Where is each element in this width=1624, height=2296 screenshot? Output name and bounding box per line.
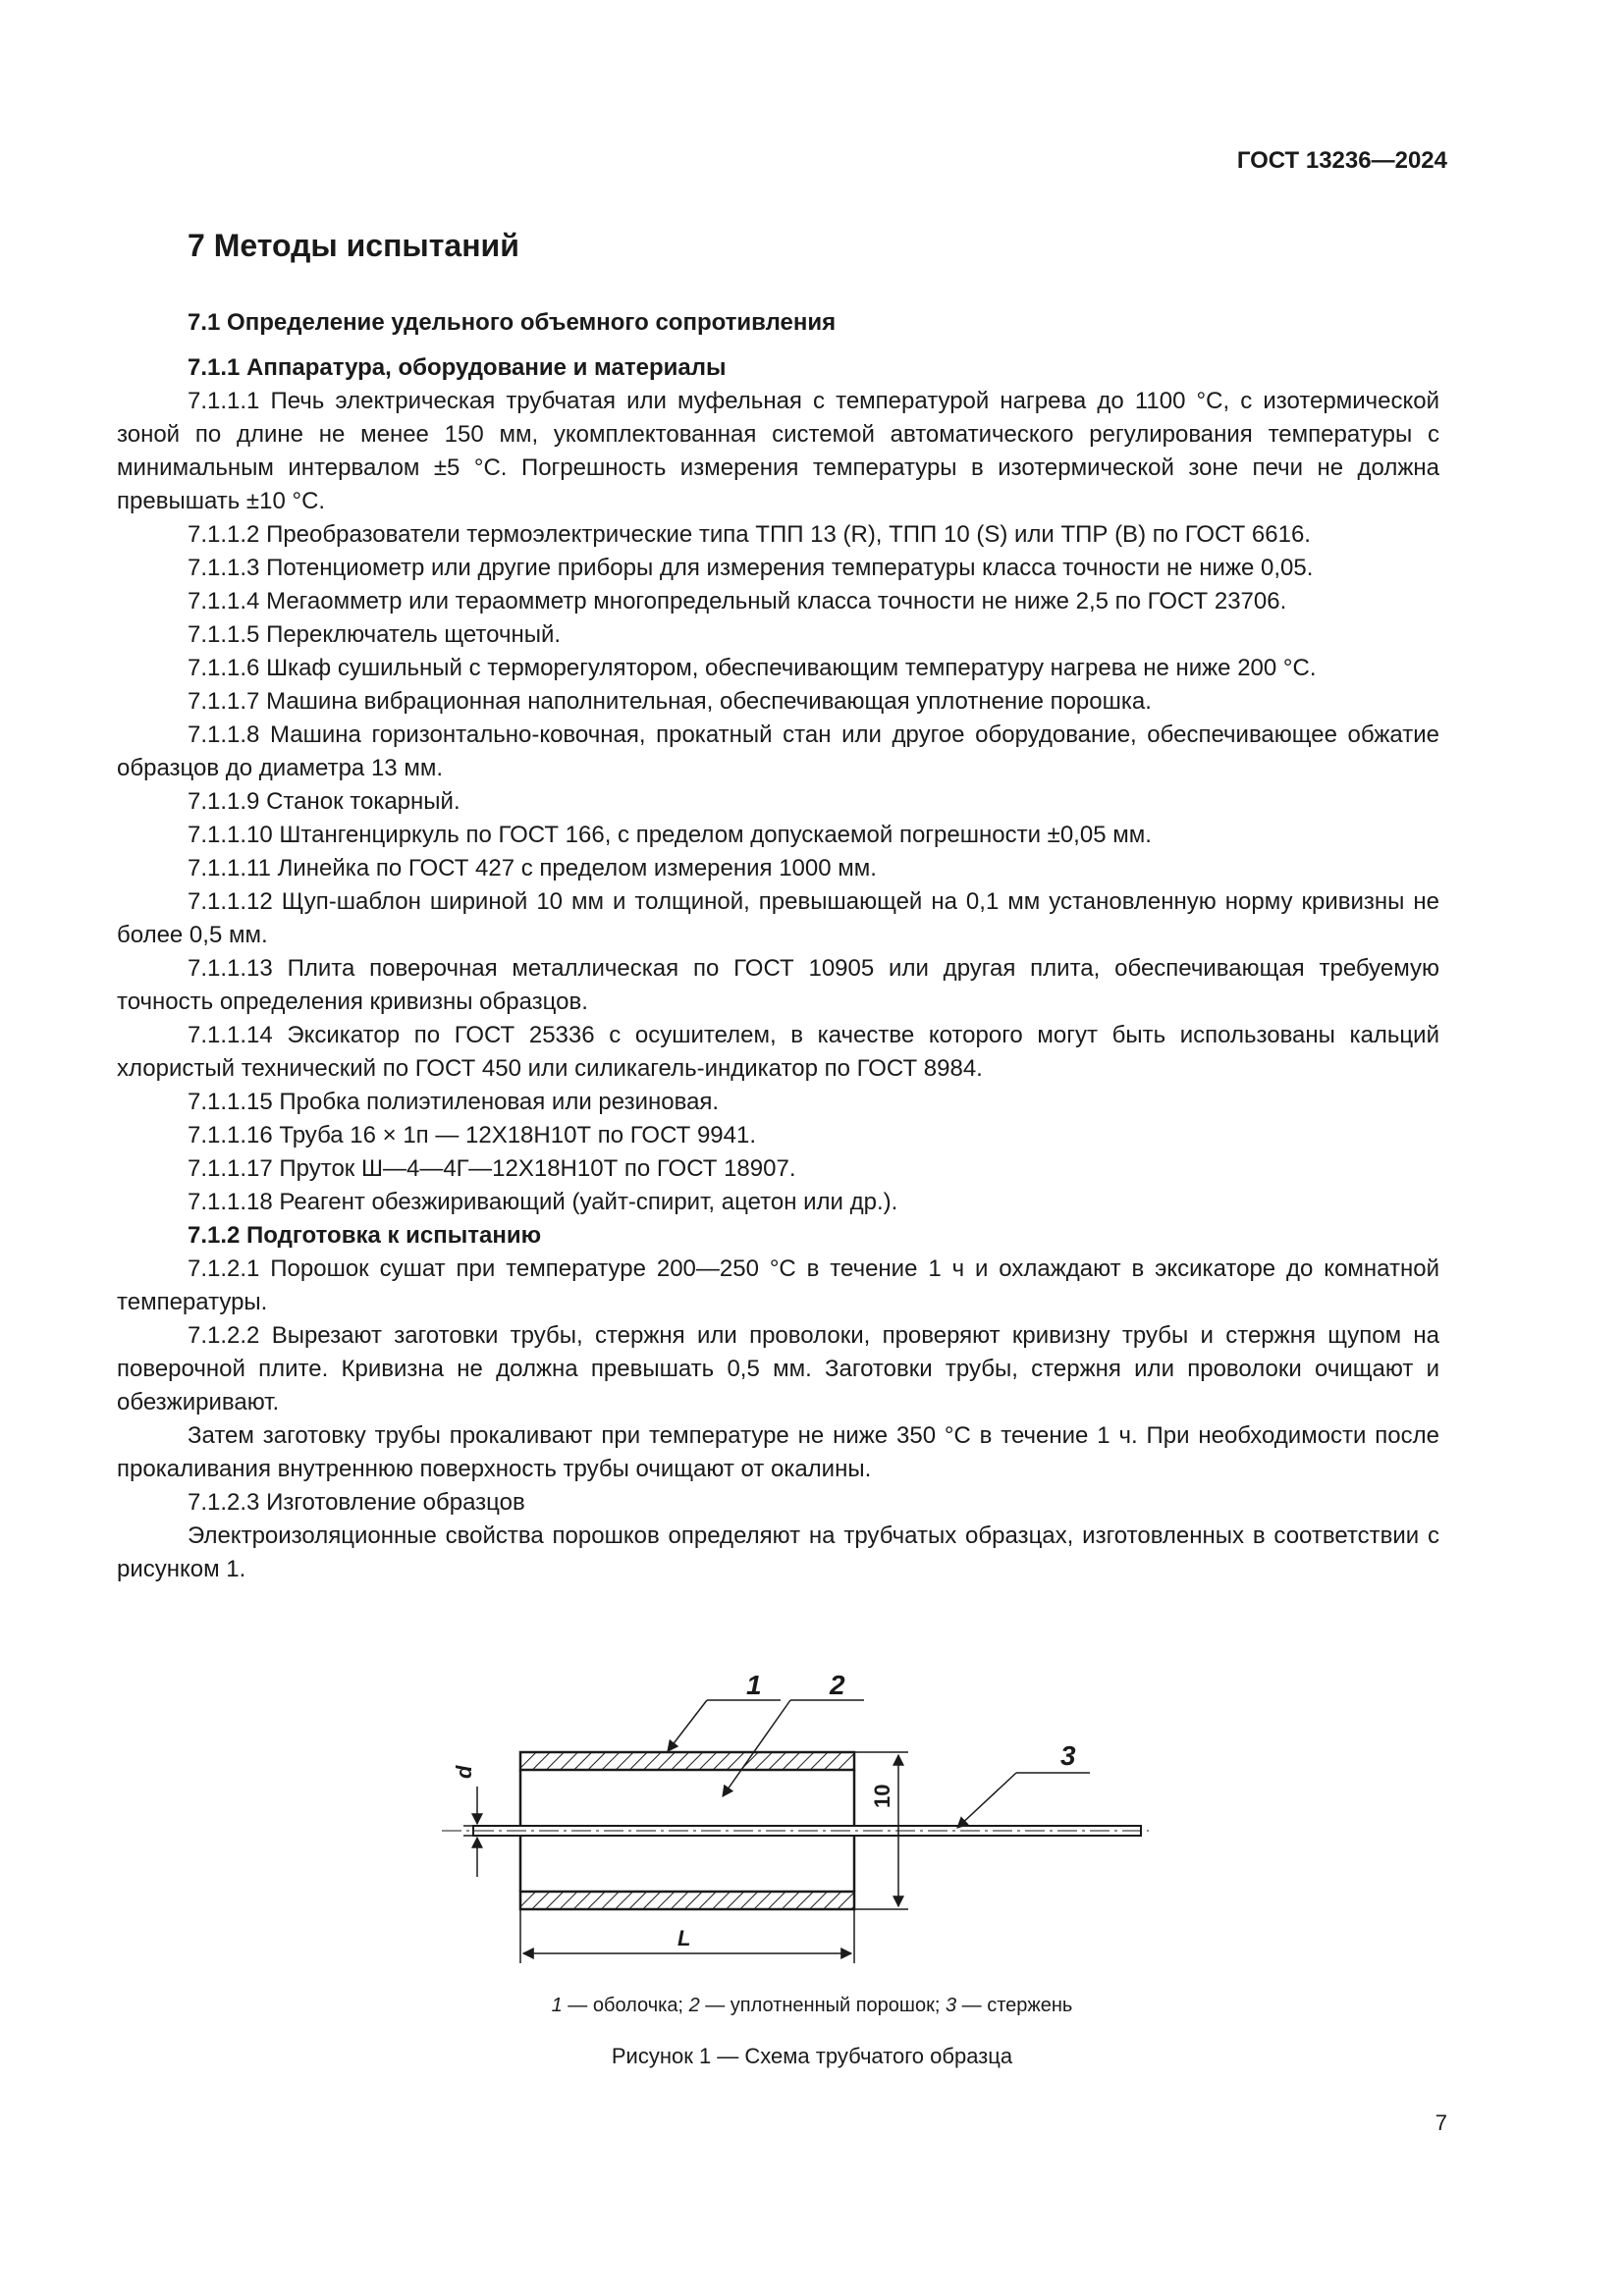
subsection-title: 7.1 Определение удельного объемного сопротивления [188,309,837,336]
paragraphs-712 [117,1253,1439,1586]
paragraph: Затем заготовку трубы прокаливают при температуре не ниже 350 °С в течение 1 ч. При необходимости после прокаливания внутреннюю поверхность трубы очищают от окалины. [117,1422,1439,1482]
page-content [117,226,1439,1586]
paragraph: 7.1.2.2 Вырезают заготовки трубы, стержня или проволоки, проверяют кривизну трубы и стержня щупом на поверочной плите. Кривизна не должна превышать 0,5 мм. Заготовки трубы, стержня или проволоки очищают и обезжиривают. [117,1322,1439,1415]
subsubsection-712-title: 7.1.2 Подготовка к испытанию [188,1222,542,1249]
dim10-label: 10 [870,1784,894,1808]
shell-top-wall [520,1752,854,1770]
paragraph: 7.1.1.17 Пруток Ш—4—4Г—12Х18Н10Т по ГОСТ 18907. [188,1155,796,1182]
leader-1-line [668,1700,707,1751]
subsubsection-711-title: 7.1.1 Аппаратура, оборудование и материалы [188,354,727,381]
legend-text-3: — стержень [956,1995,1073,2016]
paragraph: 7.1.1.15 Пробка полиэтиленовая или резиновая. [188,1089,720,1115]
d-label: d [452,1765,476,1779]
paragraph: 7.1.1.10 Штангенциркуль по ГОСТ 166, с пределом допускаемой погрешности ±0,05 мм. [188,822,1152,848]
paragraph: 7.1.1.16 Труба 16 × 1п — 12Х18Н10Т по ГОСТ 9941. [188,1122,757,1148]
paragraph: 7.1.2.1 Порошок сушат при температуре 200—250 °С в течение 1 ч и охлаждают в эксикаторе до комнатной температуры. [117,1255,1439,1315]
callout-3-label: 3 [1060,1740,1076,1771]
legend-text-1: — оболочка; [562,1995,689,2016]
paragraph: 7.1.1.9 Станок токарный. [188,788,460,815]
paragraph: 7.1.2.3 Изготовление образцов [188,1489,525,1516]
legend-number-2: 2 [688,1995,700,2016]
paragraph: 7.1.1.4 Мегаомметр или тераомметр многопредельный класса точности не ниже 2,5 по ГОСТ 23706. [188,588,1287,614]
figure-legend [0,1995,1624,2017]
paragraph: 7.1.1.8 Машина горизонтально-ковочная, прокатный стан или другое оборудование, обеспечивающее обжатие образцов до диаметра 13 мм. [117,721,1439,781]
paragraph: 7.1.1.5 Переключатель щеточный. [188,621,562,648]
leader-3-line [957,1773,1016,1828]
L-label: L [677,1926,691,1950]
paragraph: 7.1.1.7 Машина вибрационная наполнительная, обеспечивающая уплотнение порошка. [188,688,1152,715]
leader-2-line [723,1700,790,1796]
paragraph: 7.1.1.14 Эксикатор по ГОСТ 25336 с осушителем, в качестве которого могут быть использованы кальций хлористый технический по ГОСТ 450 или силикагель-индикатор по ГОСТ 8984. [117,1022,1439,1082]
page-number: 7 [1435,2110,1447,2135]
legend-text-2: — уплотненный порошок; [699,1995,946,2016]
callout-1-label: 1 [746,1670,762,1700]
shell-bottom-wall [520,1892,854,1909]
paragraphs-711 [117,385,1439,1219]
paragraph: Электроизоляционные свойства порошков определяют на трубчатых образцах, изготовленных в соответствии с рисунком 1. [117,1522,1439,1582]
paragraph: 7.1.1.1 Печь электрическая трубчатая или муфельная с температурой нагрева до 1100 °С, с изотермической зоной по длине не менее 150 мм, укомплектованная системой автоматического регулирования температуры с минимальным интервалом ±5 °С. Погрешность измерения температуры в изотермической зоне печи не должна превышать ±10 °С. [117,388,1439,514]
section-title: 7 Методы испытаний [188,228,519,263]
figure-caption: Рисунок 1 — Схема трубчатого образца [611,2044,1013,2068]
paragraph: 7.1.1.12 Щуп-шаблон шириной 10 мм и толщиной, превышающей на 0,1 мм установленную норму кривизны не более 0,5 мм. [117,888,1439,948]
callout-2-label: 2 [830,1670,845,1700]
paragraph: 7.1.1.2 Преобразователи термоэлектрические типа ТПП 13 (R), ТПП 10 (S) или ТПР (В) по ГОСТ 6616. [188,521,1311,548]
legend-number-3: 3 [945,1995,957,2016]
paragraph: 7.1.1.11 Линейка по ГОСТ 427 с пределом измерения 1000 мм. [188,855,877,881]
paragraph: 7.1.1.3 Потенциометр или другие приборы для измерения температуры класса точности не ниже 0,05. [188,555,1314,581]
legend-number-1: 1 [551,1995,563,2016]
paragraph: 7.1.1.13 Плита поверочная металлическая по ГОСТ 10905 или другая плита, обеспечивающая требуемую точность определения кривизны образцов. [117,955,1439,1015]
tubular-sample-diagram [383,1669,1168,1963]
paragraph: 7.1.1.6 Шкаф сушильный с терморегулятором, обеспечивающим температуру нагрева не ниже 200 °С. [188,655,1317,681]
paragraph: 7.1.1.18 Реагент обезжиривающий (уайт-спирит, ацетон или др.). [188,1189,898,1215]
document-code: ГОСТ 13236—2024 [1236,147,1447,174]
